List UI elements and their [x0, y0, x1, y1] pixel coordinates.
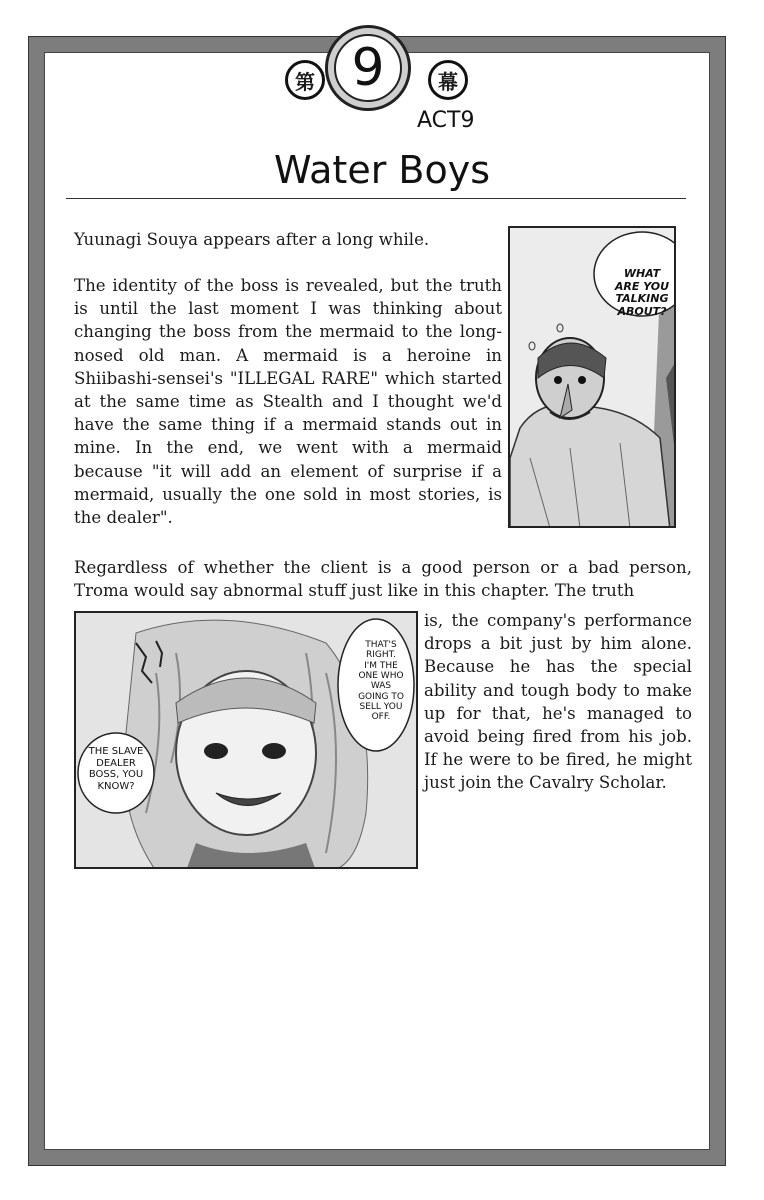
- speech-thats-right: THAT'S RIGHT. I'M THE ONE WHO WAS GOING TO SELL YOU OFF.: [358, 640, 404, 723]
- manga-panel-old-man: [508, 226, 676, 528]
- kanji-dai: 第: [285, 60, 325, 100]
- title-divider: [66, 198, 686, 199]
- paragraph-boss: The identity of the boss is revealed, but the truth is until the last moment I was thinking about changing the boss from the mermaid to the long-nosed old man. A mermaid is a heroine in Shiibashi-sensei's "ILLEGAL RARE" which started at the same time as Stealth and I thought we'd have the same thing if a mermaid stands out in mine. In the end, we went with a mermaid because "it will add an element of surprise if a mermaid, usually the one sold in most stories, is the dealer".: [74, 276, 502, 528]
- manga-panel-mermaid: [74, 611, 418, 869]
- speech-what-are-you-talking: WHAT ARE YOU TALKING ABOUT?: [614, 267, 670, 318]
- chapter-title: Water Boys: [273, 148, 490, 192]
- kanji-maku: 幕: [428, 60, 468, 100]
- paragraph-intro: Yuunagi Souya appears after a long while.: [74, 230, 430, 249]
- paragraph-troma: Regardless of whether the client is a good person or a bad person, Troma would say abnormal stuff just like in this chapter. The truth: [74, 558, 692, 601]
- speech-slave-dealer-boss: THE SLAVE DEALER BOSS, YOU KNOW?: [88, 746, 144, 792]
- chapter-number: 9: [334, 34, 402, 102]
- paragraph-company: is, the company's performance drops a bit just by him alone. Because he has the special ability and tough body to make up for that, he's managed to avoid being fired from his job. If he were to be fired, he might just join the Cavalry Scholar.: [424, 611, 692, 793]
- act-label: ACT9: [417, 108, 475, 133]
